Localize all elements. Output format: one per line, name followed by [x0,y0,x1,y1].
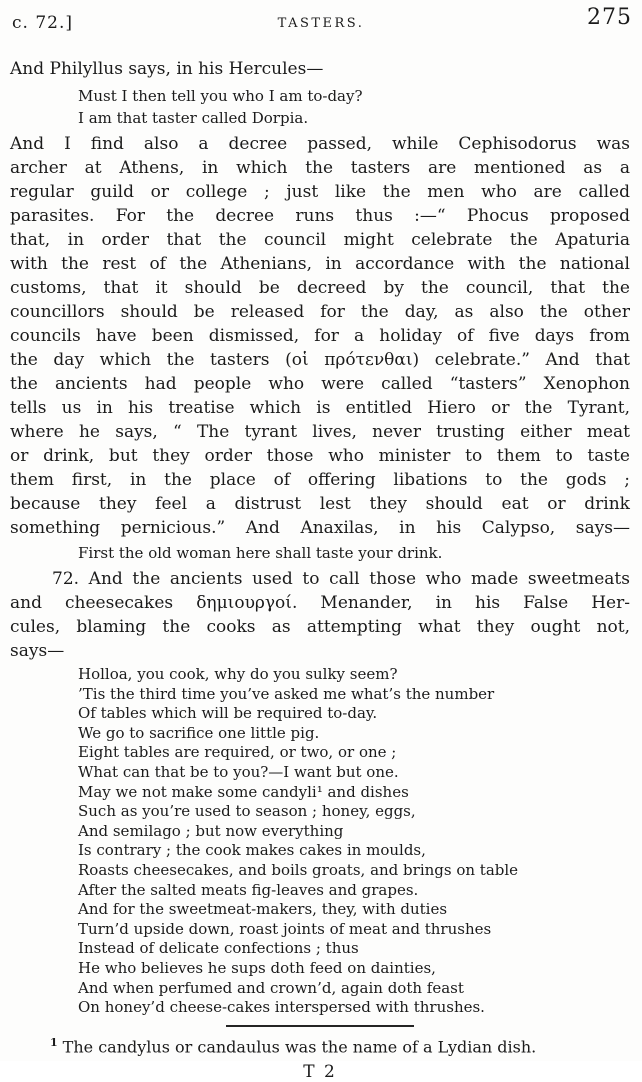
paragraph-sweetmeats [10,567,630,663]
intro-line: And Philyllus says, in his Hercules— [10,59,324,79]
text-line: the ancients had people who were called “tasters” Xenophon [10,374,630,394]
text-line: customs, that it should be decreed by the council, that the [10,278,630,298]
text-line: Of tables which will be required to-day. [78,704,378,723]
text-line: Such as you’re used to season ; honey, eggs, [78,802,416,821]
text-line: and cheesecakes δημιουργοί. Menander, in his False Her- [10,593,630,613]
footnote [10,1032,630,1057]
running-head [0,0,642,40]
verse-block-anaxilas [78,542,630,564]
text-line: And semilago ; but now everything [78,821,344,840]
text-line: with the rest of the Athenians, in accordance with the national [10,254,630,274]
text-line: them first, in the place of offering libations to the gods ; [10,470,630,490]
text-line: First the old woman here shall taste your drink. [78,544,443,562]
text-line: regular guild or college ; just like the men who are called [10,182,630,202]
text-line: the day which the tasters (οἱ πρότενθαι) celebrate.” And that [10,350,630,370]
text-line: or drink, but they order those who minister to them to taste [10,446,630,466]
text-line: where he says, “ The tyrant lives, never trusting either meat [10,422,630,442]
text-line: because they feel a distrust lest they should eat or drink [10,494,630,514]
text-line: Turn’d upside down, roast joints of meat and thrushes [78,919,492,938]
text-line: Instead of delicate confections ; thus [78,939,359,958]
text-line: On honey’d cheese-cakes interspersed with thrushes. [78,998,485,1017]
text-line: something pernicious.” And Anaxilas, in his Calypso, says— [10,518,630,538]
page-number: 275 [587,5,632,30]
footnote-text: The candylus or candaulus was the name of a Lydian dish. [62,1037,537,1057]
text-line: He who believes he sups doth feed on dainties, [78,958,436,977]
text-line: Holloa, you cook, why do you sulky seem? [78,665,398,683]
text-line: Eight tables are required, or two, or one ; [78,743,397,762]
text-line: that, in order that the council might celebrate the Apaturia [10,230,630,250]
text-line: 72. And the ancients used to call those who made sweetmeats [52,569,630,589]
text-line: May we not make some candyli¹ and dishes [78,782,409,801]
text-line: And when perfumed and crown’d, again doth feast [78,978,464,997]
chapter-marker: c. 72.] [12,13,73,33]
text-line: Roasts cheesecakes, and boils groats, and brings on table [78,860,519,879]
footnote-marker: 1 [50,1035,58,1049]
text-line: And for the sweetmeat-makers, they, with duties [78,900,448,919]
text-line: tells us in his treatise which is entitled Hiero or the Tyrant, [10,398,630,418]
text-line: councils have been dismissed, for a holiday of five days from [10,326,630,346]
verse-block-menander [78,665,630,1018]
text-line: archer at Athens, in which the tasters are mentioned as a [10,158,630,178]
text-line: ’Tis the third time you’ve asked me what’s the number [78,684,495,703]
signature-mark: T 2 [303,1062,337,1082]
footnote-rule [226,1025,414,1027]
text-line: cules, blaming the cooks as attempting what they ought not, [10,617,630,637]
text-line: councillors should be released for the day, as also the other [10,302,630,322]
text-line: What can that be to you?—I want but one. [78,762,399,781]
text-line: Is contrary ; the cook makes cakes in moulds, [78,841,426,860]
text-column [10,56,630,1082]
paragraph-decree [10,132,630,540]
text-line: And I find also a decree passed, while Cephisodorus was [10,134,630,154]
text-line: After the salted meats fig-leaves and grapes. [78,880,419,899]
text-line: parasites. For the decree runs thus :—“ Phocus proposed [10,206,630,226]
verse-block-philyllus [78,85,630,129]
text-line: I am that taster called Dorpia. [78,109,309,127]
page-title: TASTERS. [277,16,365,31]
text-line: Must I then tell you who I am to-day? [78,87,363,105]
text-line: says— [10,641,65,661]
text-line: We go to sacrifice one little pig. [78,723,320,742]
